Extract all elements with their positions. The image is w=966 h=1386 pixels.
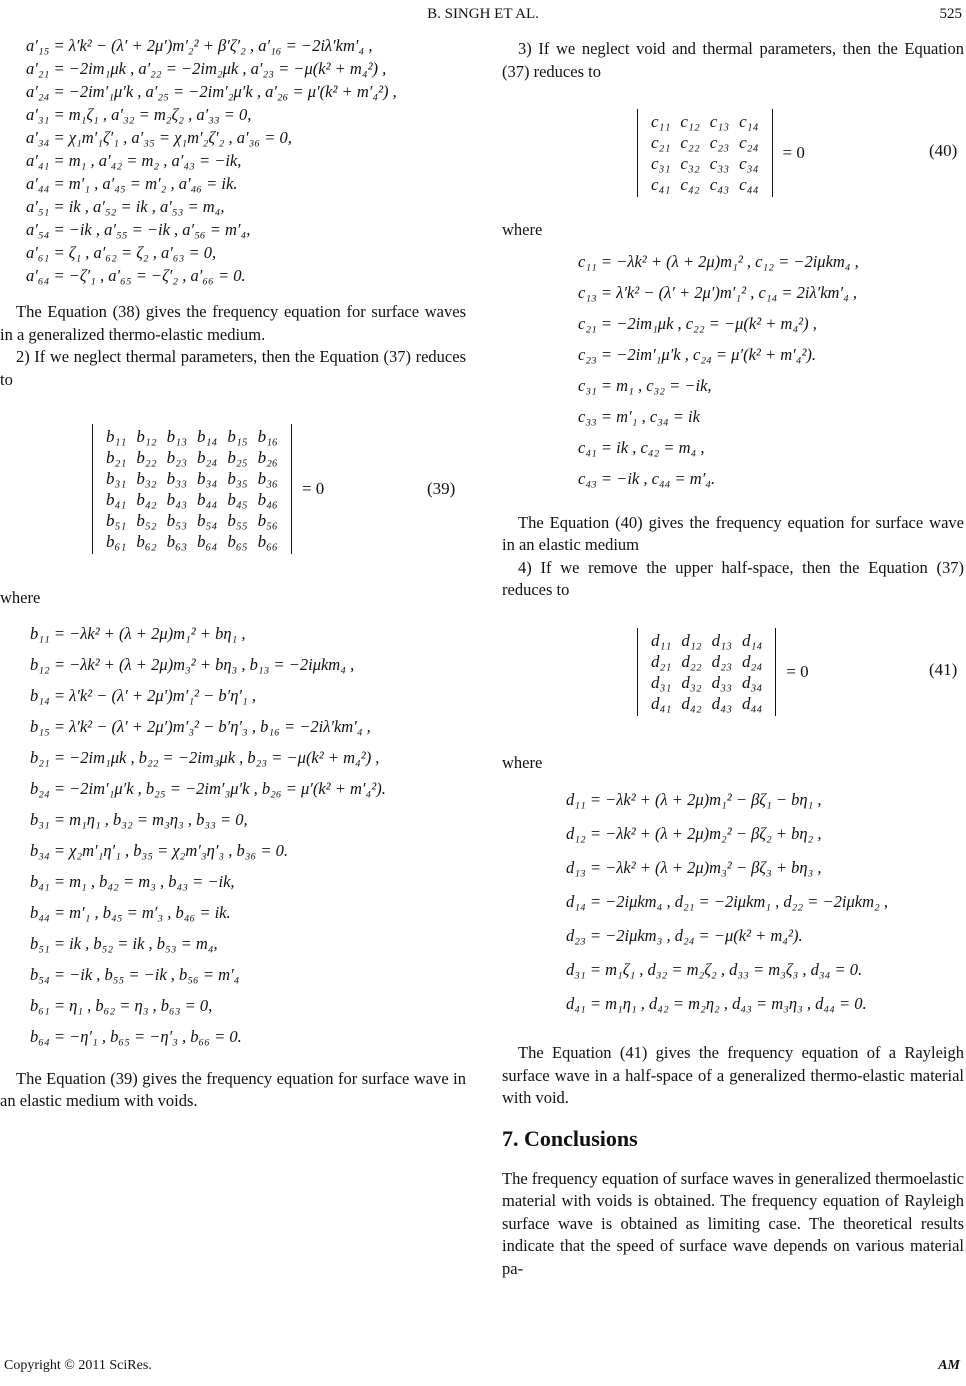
matrix-cell: c₄₂ xyxy=(680,175,700,194)
matrix-cell: d₃₂ xyxy=(681,672,702,692)
matrix-cell: c₄₃ xyxy=(709,175,730,194)
equation-line: a′₅₄ = −ik , a′₅₅ = −ik , a′₅₆ = m′₄, xyxy=(26,220,251,239)
section-heading: 7. Conclusions xyxy=(502,1125,638,1151)
equation-line: d₁₃ = −λk² + (λ + 2μ)m₃² − βζ₃ + bη₃ , xyxy=(566,858,822,877)
matrix-cell: b₂₂ xyxy=(136,448,157,467)
matrix-cell: b₆₃ xyxy=(166,532,187,551)
matrix-cell: b₅₆ xyxy=(257,511,278,530)
matrix-cell: c₄₄ xyxy=(739,175,759,194)
matrix-cell: d₂₄ xyxy=(741,651,763,671)
matrix-cell: c₄₁ xyxy=(651,175,671,194)
equation-line: a′₂₁ = −2im₁μk , a′₂₂ = −2im₂μk , a′₂₃ = −μ(k² + m₄²) , xyxy=(26,59,387,78)
equation-line: b₆₁ = η₁ , b₆₂ = η₃ , b₆₃ = 0, xyxy=(30,995,213,1015)
matrix-cell: b₄₃ xyxy=(166,490,187,509)
equation-line: b₅₁ = ik , b₅₂ = ik , b₅₃ = m₄, xyxy=(30,933,218,953)
matrix-cell: c₂₂ xyxy=(680,133,700,152)
matrix-cell: c₃₁ xyxy=(651,154,671,173)
paragraph: 2) If we neglect thermal parameters, then the Equation (37) reduces to xyxy=(0,347,466,389)
equation-line: c₄₁ = ik , c₄₂ = m₄ , xyxy=(578,437,705,457)
matrix-b xyxy=(92,424,292,554)
matrix-cell: b₂₃ xyxy=(166,448,187,467)
equations-b xyxy=(0,622,466,1056)
right-column xyxy=(502,34,964,1280)
matrix-cell: d₃₃ xyxy=(711,672,732,692)
matrix-cell: b₁₁ xyxy=(106,427,127,446)
where-label: where xyxy=(502,752,543,772)
determinant-39 xyxy=(92,401,466,577)
equation-line: b₃₁ = m₁η₁ , b₃₂ = m₃η₃ , b₃₃ = 0, xyxy=(30,809,248,829)
matrix-cell: b₃₁ xyxy=(106,469,127,488)
equation-line: a′₄₄ = m′₁ , a′₄₅ = m′₂ , a′₄₆ = ik. xyxy=(26,174,238,193)
equation-number: (39) xyxy=(427,479,456,498)
equation-line: a′₄₁ = m₁ , a′₄₂ = m₂ , a′₄₃ = −ik, xyxy=(26,151,242,170)
equation-line: c₃₃ = m′₁ , c₃₄ = ik xyxy=(578,406,700,426)
matrix-c xyxy=(637,109,773,197)
matrix-cell: b₁₆ xyxy=(257,427,278,446)
matrix-cell: b₂₄ xyxy=(196,448,218,467)
matrix-cell: b₄₅ xyxy=(227,490,248,509)
running-title: B. SINGH ET AL. xyxy=(427,6,539,22)
matrix-cell: d₂₃ xyxy=(711,651,732,671)
determinant-rhs: = 0 xyxy=(301,479,325,498)
matrix-cell: d₄₄ xyxy=(741,693,763,713)
equation-line: c₄₃ = −ik , c₄₄ = m′₄. xyxy=(578,468,716,488)
matrix-cell: d₄₁ xyxy=(651,693,672,713)
matrix-cell: c₁₄ xyxy=(739,112,759,131)
matrix-cell: b₃₄ xyxy=(196,469,218,488)
page-number: 525 xyxy=(939,6,962,22)
matrix-cell: b₃₃ xyxy=(166,469,187,488)
matrix-cell: d₁₃ xyxy=(711,630,732,650)
matrix-cell: d₁₂ xyxy=(681,630,702,650)
equation-line: d₁₄ = −2iμkm₄ , d₂₁ = −2iμkm₁ , d₂₂ = −2iμkm₂ , xyxy=(566,892,888,911)
matrix-cell: b₆₄ xyxy=(196,532,218,551)
paragraph: 4) If we remove the upper half-space, then the Equation (37) reduces to xyxy=(502,557,964,599)
matrix-cell: b₁₃ xyxy=(166,427,187,446)
equation-line: a′₃₁ = m₁ζ₁ , a′₃₂ = m₂ζ₂ , a′₃₃ = 0, xyxy=(26,105,252,124)
matrix-cell: b₄₄ xyxy=(196,490,218,509)
matrix-cell: b₂₅ xyxy=(227,448,248,467)
equation-line: a′₆₁ = ζ₁ , a′₆₂ = ζ₂ , a′₆₃ = 0, xyxy=(26,243,217,262)
equation-number: (41) xyxy=(929,659,958,679)
matrix-cell: b₃₂ xyxy=(136,469,157,488)
equation-line: a′₆₄ = −ζ′₁ , a′₆₅ = −ζ′₂ , a′₆₆ = 0. xyxy=(26,266,246,285)
matrix-cell: b₂₁ xyxy=(106,448,127,467)
matrix-cell: c₃₄ xyxy=(739,154,759,173)
equations-a-prime xyxy=(0,34,466,287)
equation-line: b₃₄ = χ₂m′₁η′₁ , b₃₅ = χ₂m′₃η′₃ , b₃₆ = 0. xyxy=(30,840,289,860)
matrix-cell: b₆₁ xyxy=(106,532,127,551)
matrix-cell: b₄₁ xyxy=(106,490,127,509)
equation-line: a′₃₄ = χ₁m′₁ζ′₁ , a′₃₅ = χ₁m′₂ζ′₂ , a′₃₆ = 0, xyxy=(26,128,292,147)
matrix-cell: b₆₅ xyxy=(227,532,248,551)
equation-line: a′₂₄ = −2im′₁μ′k , a′₂₅ = −2im′₂μ′k , a′₂₆ = μ′(k² + m′₄²) , xyxy=(26,82,397,101)
paragraph: The Equation (39) gives the frequency equation for surface wave in an elastic medium with voids. xyxy=(0,1068,466,1110)
matrix-cell: c₃₃ xyxy=(709,154,730,173)
equation-line: d₃₁ = m₁ζ₁ , d₃₂ = m₂ζ₂ , d₃₃ = m₃ζ₃ , d₃₄ = 0. xyxy=(566,960,863,979)
matrix-cell: d₂₂ xyxy=(681,651,702,671)
determinant-40 xyxy=(637,97,964,209)
paragraph: The Equation (40) gives the frequency equation for surface wave in an elastic medium xyxy=(502,512,964,554)
matrix-cell: c₂₄ xyxy=(739,133,759,152)
matrix-cell: b₅₅ xyxy=(227,511,248,530)
matrix-cell: b₁₄ xyxy=(196,427,218,446)
matrix-cell: d₄₃ xyxy=(711,693,732,713)
matrix-cell: b₄₆ xyxy=(257,490,278,509)
paragraph: 3) If we neglect void and thermal parameters, then the Equation (37) reduces to xyxy=(502,39,964,81)
matrix-cell: b₆₂ xyxy=(136,532,157,551)
matrix-cell: d₂₁ xyxy=(651,651,672,671)
page-header xyxy=(0,4,966,28)
paragraph: The Equation (41) gives the frequency equation of a Rayleigh surface wave in a half-space of a generalized thermo-elastic material with void. xyxy=(502,1043,964,1107)
matrix-cell: d₁₄ xyxy=(741,630,763,650)
matrix-cell: c₁₃ xyxy=(709,112,730,131)
equation-line: c₁₁ = −λk² + (λ + 2μ)m₁² , c₁₂ = −2iμkm₄ , xyxy=(578,251,859,271)
equation-line: b₁₅ = λ′k² − (λ′ + 2μ′)m′₃² − b′η′₃ , b₁₆ = −2iλ′km′₄ , xyxy=(30,716,371,736)
equation-line: b₁₄ = λ′k² − (λ′ + 2μ′)m′₁² − b′η′₁ , xyxy=(30,685,257,705)
equation-line: b₂₁ = −2im₁μk , b₂₂ = −2im₃μk , b₂₃ = −μ(k² + m₄²) , xyxy=(30,747,380,767)
matrix-cell: c₁₂ xyxy=(680,112,700,131)
matrix-cell: c₁₁ xyxy=(651,112,671,131)
where-label: where xyxy=(502,220,543,239)
equation-line: d₄₁ = m₁η₁ , d₄₂ = m₂η₂ , d₄₃ = m₃η₃ , d₄₄ = 0. xyxy=(566,994,867,1013)
matrix-cell: b₂₆ xyxy=(257,448,278,467)
equation-line: b₂₄ = −2im′₁μ′k , b₂₅ = −2im′₃μ′k , b₂₆ = μ′(k² + m′₄²). xyxy=(30,778,386,798)
journal-abbrev: AM xyxy=(938,1358,960,1373)
equation-line: b₁₁ = −λk² + (λ + 2μ)m₁² + bη₁ , xyxy=(30,623,246,643)
matrix-cell: b₁₅ xyxy=(227,427,248,446)
matrix-cell: c₃₂ xyxy=(680,154,700,173)
matrix-cell: c₂₁ xyxy=(651,133,671,152)
matrix-cell: b₄₂ xyxy=(136,490,157,509)
equation-line: b₆₄ = −η′₁ , b₆₅ = −η′₃ , b₆₆ = 0. xyxy=(30,1026,242,1046)
determinant-rhs: = 0 xyxy=(786,661,809,681)
paragraph: The Equation (38) gives the frequency equation for surface waves in a generalized thermo-elastic medium. xyxy=(0,302,466,344)
matrix-cell: b₅₂ xyxy=(136,511,157,530)
matrix-cell: b₃₆ xyxy=(257,469,278,488)
equations-c xyxy=(502,250,964,498)
left-column xyxy=(0,34,466,1113)
where-label: where xyxy=(0,588,41,607)
matrix-cell: c₂₃ xyxy=(709,133,730,152)
equation-line: b₁₂ = −λk² + (λ + 2μ)m₃² + bη₃ , b₁₃ = −2iμkm₄ , xyxy=(30,654,355,674)
equation-line: d₁₂ = −λk² + (λ + 2μ)m₂² − βζ₂ + bη₂ , xyxy=(566,824,822,843)
paragraph: The frequency equation of surface waves in generalized thermoelastic material with voids is obtained. The frequency equation of Rayleigh surface wave is obtained as limiting case. The theoretical results indicate that the speed of surface wave depends on various material pa- xyxy=(502,1168,964,1278)
matrix-d xyxy=(637,628,776,716)
matrix-cell: b₅₁ xyxy=(106,511,127,530)
equation-line: c₃₁ = m₁ , c₃₂ = −ik, xyxy=(578,375,712,395)
equation-line: b₄₁ = m₁ , b₄₂ = m₃ , b₄₃ = −ik, xyxy=(30,871,235,891)
equations-d xyxy=(502,788,964,1026)
matrix-cell: b₃₅ xyxy=(227,469,248,488)
matrix-cell: d₄₂ xyxy=(681,693,702,713)
matrix-cell: b₅₃ xyxy=(166,511,187,530)
determinant-rhs: = 0 xyxy=(782,143,805,162)
equation-line: c₂₃ = −2im′₁μ′k , c₂₄ = μ′(k² + m′₄²). xyxy=(578,344,817,364)
matrix-cell: b₆₆ xyxy=(257,532,278,551)
equation-line: d₁₁ = −λk² + (λ + 2μ)m₁² − βζ₁ − bη₁ , xyxy=(566,790,822,809)
determinant-41 xyxy=(637,616,964,728)
matrix-cell: d₁₁ xyxy=(651,630,672,650)
matrix-cell: d₃₄ xyxy=(741,672,763,692)
equation-line: c₁₃ = λ′k² − (λ′ + 2μ′)m′₁² , c₁₄ = 2iλ′km′₄ , xyxy=(578,282,858,302)
matrix-cell: b₁₂ xyxy=(136,427,157,446)
equation-line: a′₁₅ = λ′k² − (λ′ + 2μ′)m′₂² + β′ζ′₂ , a′₁₆ = −2iλ′km′₄ , xyxy=(26,36,373,55)
matrix-cell: d₃₁ xyxy=(651,672,672,692)
matrix-cell: b₅₄ xyxy=(196,511,218,530)
equation-line: b₅₄ = −ik , b₅₅ = −ik , b₅₆ = m′₄ xyxy=(30,964,240,984)
equation-line: a′₅₁ = ik , a′₅₂ = ik , a′₅₃ = m₄, xyxy=(26,197,225,216)
equation-line: d₂₃ = −2iμkm₃ , d₂₄ = −μ(k² + m₄²). xyxy=(566,926,803,945)
equation-line: b₄₄ = m′₁ , b₄₅ = m′₃ , b₄₆ = ik. xyxy=(30,902,231,922)
equation-line: c₂₁ = −2im₁μk , c₂₂ = −μ(k² + m₄²) , xyxy=(578,313,817,333)
equation-number: (40) xyxy=(929,141,958,160)
copyright-text: Copyright © 2011 SciRes. xyxy=(4,1358,152,1373)
